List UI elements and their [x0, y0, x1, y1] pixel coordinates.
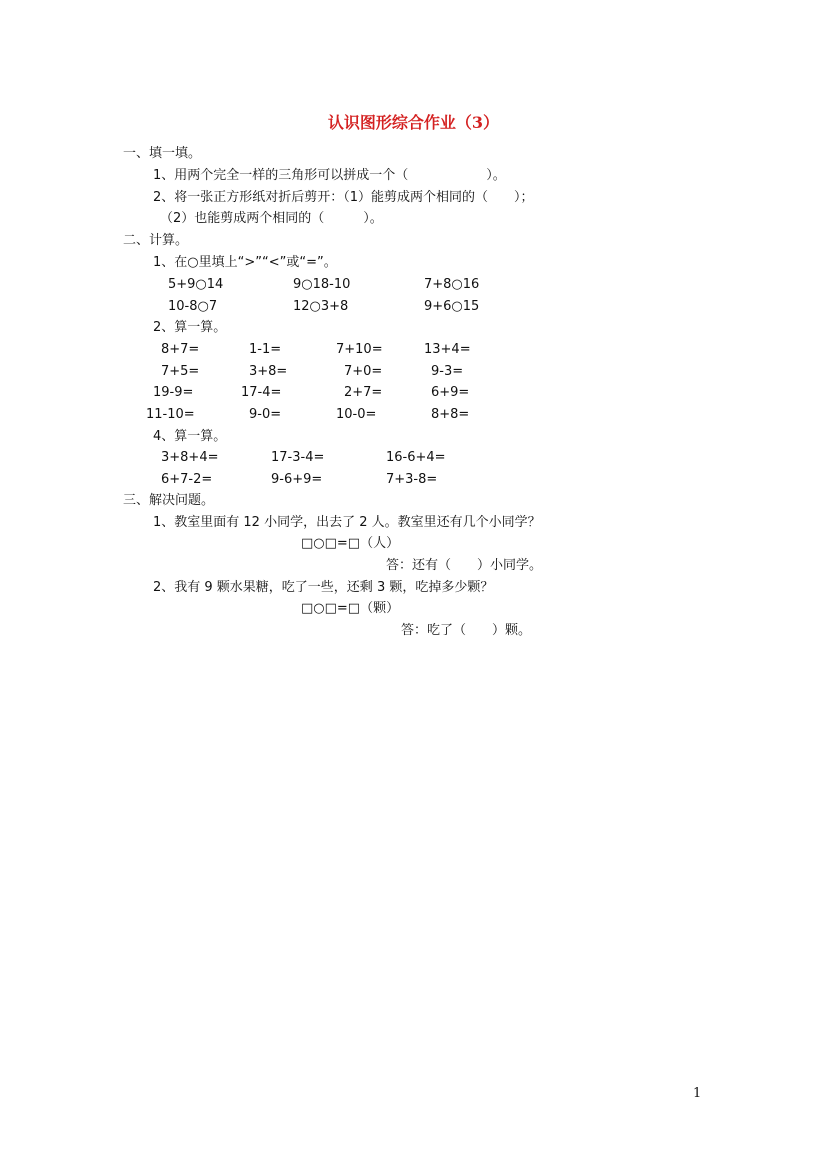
calc-item: 6+9=: [431, 385, 470, 400]
worksheet-title: 认识图形综合作业（3）: [327, 113, 500, 132]
calc-item: 9-3=: [431, 364, 464, 379]
problem-1-answer: 答：还有（ ）小同学。: [386, 558, 543, 573]
calc-item: 17-4=: [241, 385, 282, 400]
compare-item: 5+9○14: [168, 277, 224, 292]
calc2-item: 6+7-2=: [161, 472, 213, 487]
calc2-item: 9-6+9=: [271, 472, 323, 487]
calc-item: 3+8=: [249, 364, 288, 379]
page-number: 1: [693, 1086, 702, 1101]
section-heading-calc: 二、计算。: [123, 233, 189, 248]
compare-item: 10-8○7: [168, 299, 218, 314]
calc-item: 2+7=: [344, 385, 383, 400]
calc-item: 7+10=: [336, 342, 383, 357]
calc-item: 7+5=: [161, 364, 200, 379]
calc2-item: 7+3-8=: [386, 472, 438, 487]
calc-item: 10-0=: [336, 407, 377, 422]
compare-item: 9+6○15: [424, 299, 480, 314]
calc-item: 7+0=: [344, 364, 383, 379]
compare-item: 12○3+8: [293, 299, 349, 314]
calc-item: 8+7=: [161, 342, 200, 357]
problem-2: 2、我有 9 颗水果糖，吃了一些，还剩 3 颗，吃掉多少颗？: [153, 580, 494, 595]
calc2-item: 17-3-4=: [271, 450, 325, 465]
problem-2-formula: □○□=□（颗）: [301, 601, 400, 616]
question-1-2a: 2、将一张正方形纸对折后剪开：（1）能剪成两个相同的（ ）；: [153, 190, 534, 205]
question-1-2b: （2）也能剪成两个相同的（ ）。: [160, 211, 383, 226]
compare-item: 7+8○16: [424, 277, 480, 292]
problem-1: 1、教室里面有 12 小同学，出去了 2 人。教室里还有几个小同学？: [153, 515, 541, 530]
question-2-2-title: 2、算一算。: [153, 320, 227, 335]
calc-item: 8+8=: [431, 407, 470, 422]
calc-item: 9-0=: [249, 407, 282, 422]
calc-item: 13+4=: [424, 342, 471, 357]
calc2-item: 16-6+4=: [386, 450, 446, 465]
question-2-1-title: 1、在○里填上“>”“<”或“=”。: [153, 255, 337, 270]
question-2-4-title: 4、算一算。: [153, 429, 227, 444]
section-heading-problems: 三、解决问题。: [123, 493, 215, 508]
section-heading-fill: 一、填一填。: [123, 146, 202, 161]
calc-item: 19-9=: [153, 385, 194, 400]
calc-item: 11-10=: [146, 407, 195, 422]
question-1-1: 1、用两个完全一样的三角形可以拼成一个（ ）。: [153, 168, 506, 183]
problem-2-answer: 答：吃了（ ）颗。: [401, 623, 532, 638]
compare-item: 9○18-10: [293, 277, 351, 292]
calc2-item: 3+8+4=: [161, 450, 219, 465]
problem-1-formula: □○□=□（人）: [301, 536, 400, 551]
calc-item: 1-1=: [249, 342, 282, 357]
